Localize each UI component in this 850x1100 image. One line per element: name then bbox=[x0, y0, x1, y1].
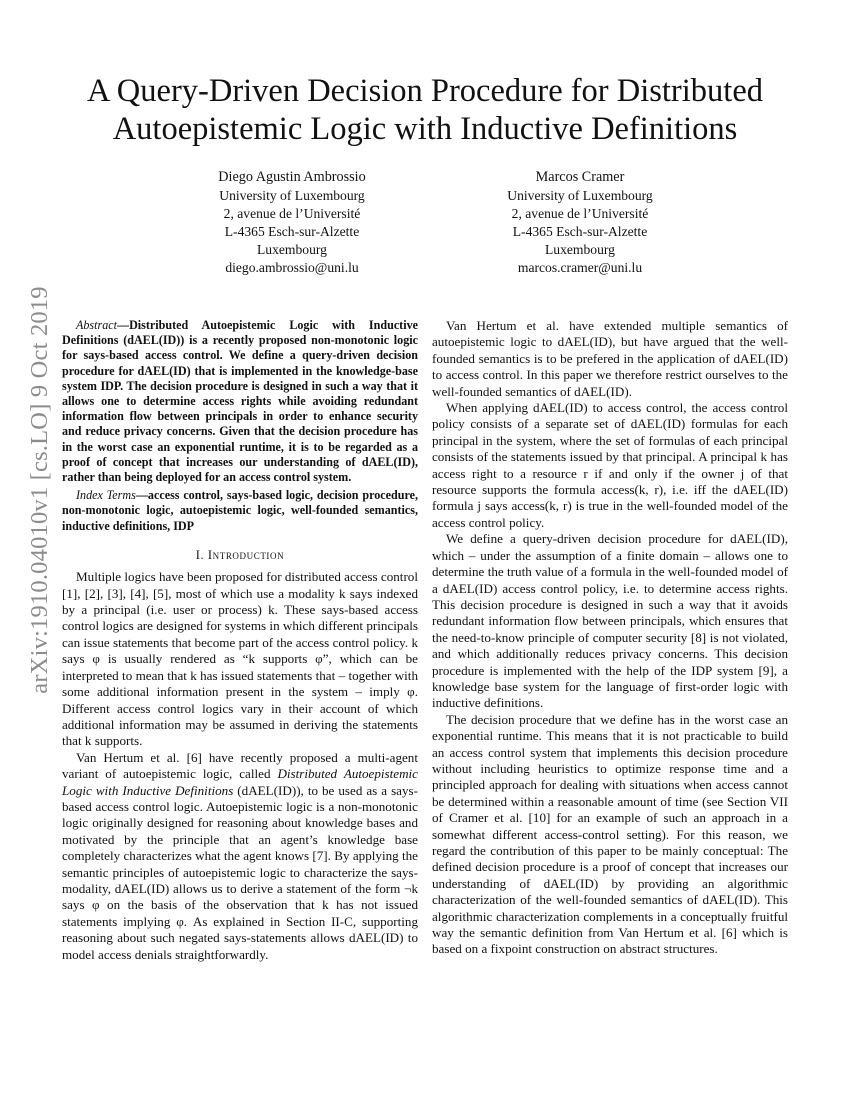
author-affiliation: University of Luxembourg bbox=[507, 188, 653, 203]
abstract bbox=[62, 318, 418, 485]
author-city: L-4365 Esch-sur-Alzette bbox=[224, 224, 360, 239]
section-heading bbox=[62, 547, 418, 563]
author-email: diego.ambrossio@uni.lu bbox=[225, 260, 359, 275]
author-email: marcos.cramer@uni.lu bbox=[517, 260, 643, 275]
intro-paragraph-2: Van Hertum et al. [6] have recently proposed a multi-agent variant of autoepistemic logic, called Distributed Autoepistemic Logic with Inductive Definitions (dAEL(ID)), to be used as a says-based access control logic. Autoepistemic logic is a non-monotonic logic originally designed for reasoning about knowledge bases and motivated by the principle that an agent’s knowledge base completely characterizes what the agent knows [7]. By applying the semantic principles of autoepistemic logic to characterize the says-modality, dAEL(ID) allows us to derive a statement of the form ¬k says φ on the basis of the observation that k has not issued statements implying φ. As explained in Section II-C, supporting reasoning about such negated says-statements allows dAEL(ID) to model access denials straightforwardly. bbox=[62, 749, 418, 962]
author-block-2 bbox=[430, 168, 730, 277]
author-street: 2, avenue de l’Université bbox=[511, 206, 649, 221]
right-paragraph-2: When applying dAEL(ID) to access control, the access control policy consists of a separate set of dAEL(ID) formulas for each principal in the system, where the set of formulas of each principal consists of the statements issued by that principal. A principal k has access right to a resource r if and only if the owner j of that resource supports the formula access(k, r), i.e. iff the dAEL(ID) formula j says access(k, r) is true in the well-founded model of the access control policy. bbox=[432, 400, 788, 530]
index-terms-text: —access control, says-based logic, decision procedure, non-monotonic logic, autoepistemic logic, well-founded semantics, inductive definitions, IDP bbox=[62, 488, 418, 533]
paper-title bbox=[60, 72, 790, 148]
author-name: Diego Agustin Ambrossio bbox=[218, 169, 366, 185]
author-name: Marcos Cramer bbox=[535, 169, 625, 185]
intro-paragraph-1: Multiple logics have been proposed for distributed access control [1], [2], [3], [4], [5], most of which use a modality k says indexed by a principal (i.e. user or process) k. These says-based access control logics are designed for systems in which different principals can issue statements that become part of the access control policy. k says φ is usually rendered as “k supports φ”, which can be interpreted to mean that k has issued statements that – together with some additional information present in the system – imply φ. Different access control logics vary in their account of which additional information may be assumed in deriving the statements that k supports. bbox=[62, 569, 418, 749]
left-column bbox=[62, 318, 418, 963]
arxiv-identifier: arXiv:1910.04010v1 [cs.LO] 9 Oct 2019 bbox=[26, 286, 53, 694]
author-affiliation: University of Luxembourg bbox=[219, 188, 365, 203]
index-terms bbox=[62, 488, 418, 534]
author-country: Luxembourg bbox=[257, 242, 327, 257]
abstract-text: —Distributed Autoepistemic Logic with Inductive Definitions (dAEL(ID)) is a recently proposed non-monotonic logic for says-based access control. We define a query-driven decision procedure for dAEL(ID) that is implemented in the knowledge-base system IDP. The decision procedure is designed in such a way that it allows one to determine access rights while avoiding redundant information flow between principals in order to enhance security and reduce privacy concerns. Given that the decision procedure has in the worst case an exponential runtime, it is to be regarded as a proof of concept that increases our understanding of dAEL(ID), rather than being deployed for an access control system. bbox=[62, 318, 418, 485]
author-city: L-4365 Esch-sur-Alzette bbox=[512, 224, 648, 239]
arxiv-sidebar bbox=[18, 270, 62, 710]
title-line-2: Autoepistemic Logic with Inductive Definitions bbox=[112, 111, 738, 147]
index-terms-label: Index Terms bbox=[76, 488, 136, 503]
title-line-1: A Query-Driven Decision Procedure for Distributed bbox=[87, 73, 763, 109]
section-title: Introduction bbox=[207, 547, 285, 562]
right-paragraph-3: We define a query-driven decision procedure for dAEL(ID), which – under the assumption of a finite domain – allows one to determine the truth value of a formula in the well-founded model of a dAEL(ID) access control policy, i.e. to determine access rights. This decision procedure is designed in such a way that it avoids redundant information flow between principals, which ensures that the need-to-know principle of computer security [8] is not violated, and which additionally reduces privacy concerns. This decision procedure is implemented with the help of the IDP system [9], a knowledge base system for the language of first-order logic with inductive definitions. bbox=[432, 531, 788, 711]
right-column bbox=[432, 318, 788, 958]
author-block-1 bbox=[142, 168, 442, 277]
author-street: 2, avenue de l’Université bbox=[223, 206, 361, 221]
abstract-label: Abstract bbox=[76, 318, 117, 332]
section-number: I. bbox=[195, 547, 205, 562]
emphasized-term: Distributed Autoepistemic Logic with Inductive Definitions bbox=[62, 766, 418, 798]
right-paragraph-1: Van Hertum et al. have extended multiple semantics of autoepistemic logic to dAEL(ID), but have argued that the well-founded semantics is to be prefered in the application of dAEL(ID) to access control. In this paper we therefore restrict ourselves to the well-founded semantics of dAEL(ID). bbox=[432, 318, 788, 399]
right-paragraph-4: The decision procedure that we define has in the worst case an exponential runtime. This means that it is not practicable to build an access control system that implements this decision procedure without including heuristics to optimize response time and a principled approach for dealing with situations when access cannot be determined within a reasonable amount of time (see Section VII of Cramer et al. [10] for an example of such an approach in a somewhat different access-control setting). For this reason, we regard the contribution of this paper to be mainly conceptual: The defined decision procedure is a proof of concept that increases our understanding of dAEL(ID) by providing an algorithmic characterization of the well-founded semantics of dAEL(ID). This algorithmic characterization complements in a conceptually fruitful way the semantic definition from Van Hertum et al. [6] which is based on a fixpoint construction on abstract structures. bbox=[432, 711, 788, 957]
author-country: Luxembourg bbox=[545, 242, 615, 257]
